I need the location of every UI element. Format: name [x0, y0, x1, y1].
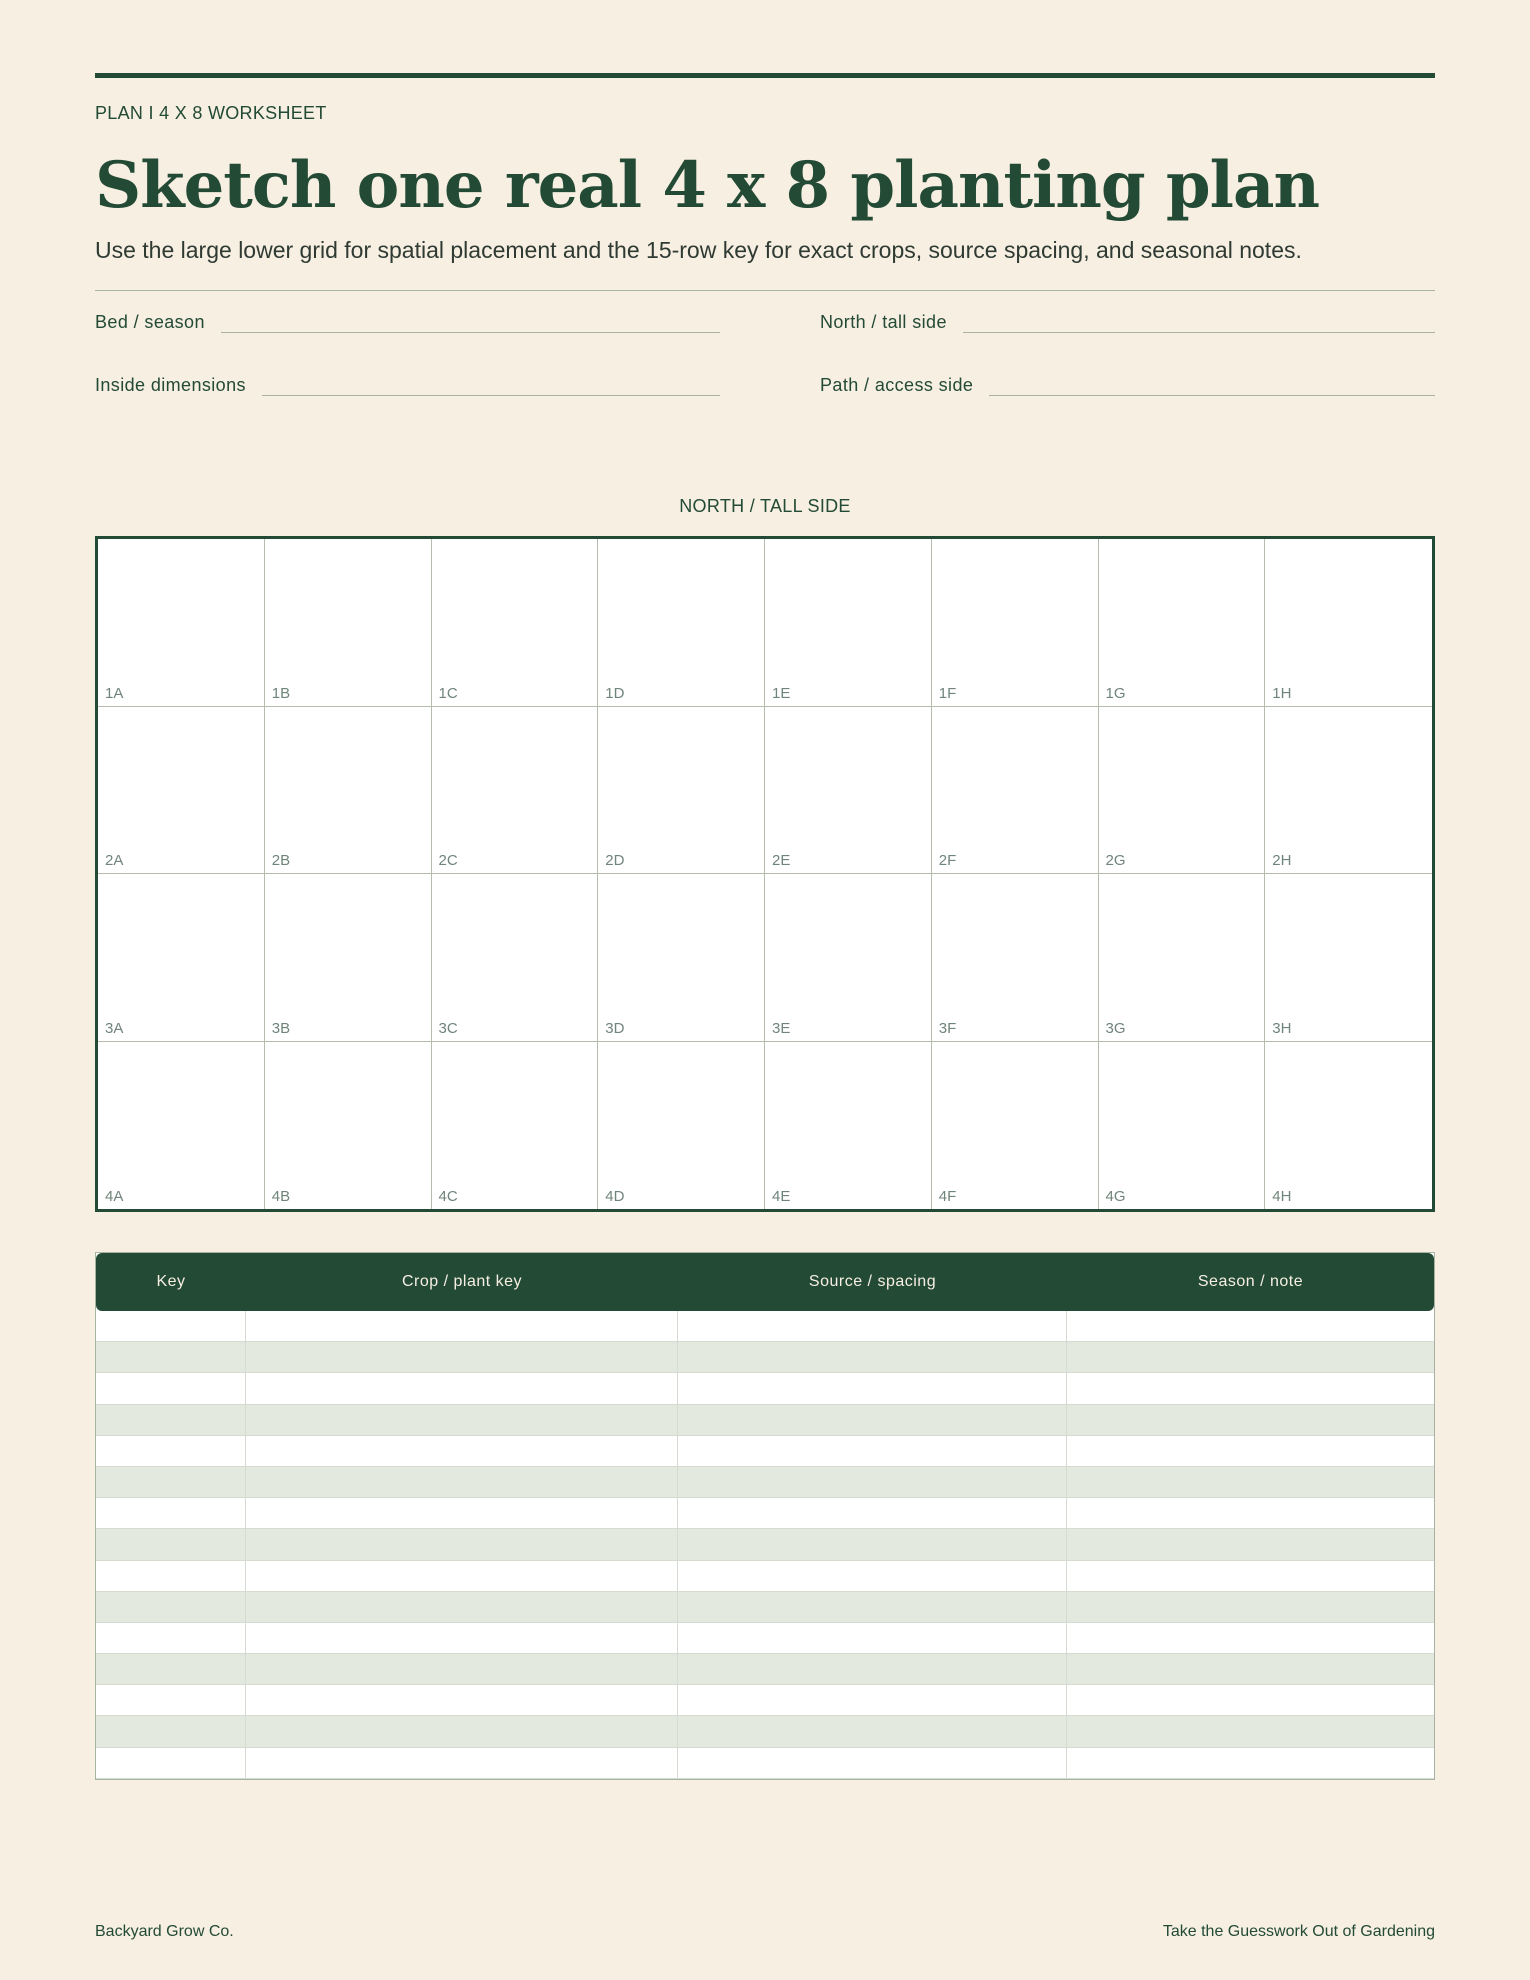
- inside-dimensions-line[interactable]: [262, 394, 720, 396]
- inside-dimensions-field[interactable]: [95, 374, 720, 396]
- grid-cell-label: 1B: [271, 684, 291, 702]
- table-cell[interactable]: [1067, 1623, 1434, 1654]
- table-cell[interactable]: [1067, 1405, 1434, 1436]
- table-header: [96, 1253, 1434, 1311]
- grid-cell-label: 1F: [938, 684, 957, 702]
- table-row: [96, 1592, 1434, 1623]
- table-cell[interactable]: [96, 1373, 246, 1404]
- table-row: [96, 1373, 1434, 1404]
- table-cell[interactable]: [678, 1373, 1067, 1404]
- bed-season-field[interactable]: [95, 311, 720, 333]
- table-row: [96, 1748, 1434, 1779]
- grid-cell[interactable]: [98, 1042, 265, 1210]
- grid-cell[interactable]: [932, 707, 1099, 875]
- grid-cell-label: 4F: [938, 1188, 957, 1205]
- table-cell[interactable]: [1067, 1716, 1434, 1747]
- grid-cell-label: 1C: [438, 684, 458, 702]
- grid-cell-label: 3G: [1105, 1019, 1126, 1037]
- grid-cell-label: 2H: [1272, 852, 1292, 869]
- table-cell[interactable]: [1067, 1529, 1434, 1560]
- table-cell[interactable]: [1067, 1373, 1434, 1404]
- grid-cell-label: 2A: [105, 852, 124, 869]
- grid-cell[interactable]: [765, 874, 932, 1042]
- table-cell[interactable]: [246, 1685, 678, 1716]
- grid-cell[interactable]: [265, 874, 432, 1042]
- grid-cell[interactable]: [98, 874, 265, 1042]
- table-cell[interactable]: [246, 1311, 678, 1342]
- table-cell[interactable]: [678, 1405, 1067, 1436]
- table-cell[interactable]: [678, 1467, 1067, 1498]
- table-cell[interactable]: [1067, 1436, 1434, 1467]
- grid-cell-label: 1D: [605, 684, 625, 702]
- table-cell[interactable]: [246, 1436, 678, 1467]
- grid-cell[interactable]: [432, 874, 599, 1042]
- grid-cell[interactable]: [1099, 874, 1266, 1042]
- grid-cell-label: 3F: [938, 1019, 957, 1037]
- table-cell[interactable]: [678, 1498, 1067, 1529]
- table-cell[interactable]: [678, 1685, 1067, 1716]
- footer-brand: Backyard Grow Co.: [95, 1923, 234, 1940]
- grid-cell-label: 4C: [438, 1188, 458, 1205]
- grid-cell[interactable]: [1099, 1042, 1266, 1210]
- grid-cell[interactable]: [432, 1042, 599, 1210]
- table-cell[interactable]: [1067, 1561, 1434, 1592]
- table-cell[interactable]: [96, 1685, 246, 1716]
- grid-cell[interactable]: [98, 707, 265, 875]
- grid-cell-label: 2F: [938, 852, 957, 869]
- grid-cell-label: 4G: [1105, 1188, 1126, 1205]
- grid-cell[interactable]: [765, 707, 932, 875]
- header-season-note: Season / note: [1197, 1273, 1304, 1290]
- grid-cell-label: 3H: [1272, 1019, 1292, 1037]
- grid-cell[interactable]: [598, 539, 765, 707]
- table-row: [96, 1436, 1434, 1467]
- grid-cell-label: 4D: [605, 1188, 625, 1205]
- table-cell[interactable]: [246, 1716, 678, 1747]
- path-access-side-label: Path / access side: [820, 375, 974, 395]
- header-key: Key: [156, 1273, 186, 1290]
- table-cell[interactable]: [1067, 1592, 1434, 1623]
- grid-cell-label: 2B: [271, 852, 291, 869]
- grid-cell-label: 2G: [1105, 852, 1126, 869]
- header-source-spacing: Source / spacing: [808, 1273, 937, 1290]
- grid-cell[interactable]: [765, 1042, 932, 1210]
- table-cell[interactable]: [96, 1748, 246, 1779]
- table-cell[interactable]: [246, 1498, 678, 1529]
- table-cell[interactable]: [1067, 1685, 1434, 1716]
- grid-cell-label: 3A: [105, 1019, 124, 1037]
- grid-cell-label: 3E: [772, 1019, 791, 1037]
- grid-cell-label: 4B: [271, 1188, 291, 1205]
- table-cell[interactable]: [678, 1436, 1067, 1467]
- table-row: [96, 1405, 1434, 1436]
- table-row: [96, 1685, 1434, 1716]
- table-cell[interactable]: [246, 1529, 678, 1560]
- table-cell[interactable]: [246, 1623, 678, 1654]
- north-orientation-label: NORTH / TALL SIDE: [679, 496, 851, 516]
- grid-cell-label: 4A: [105, 1188, 124, 1205]
- table-cell[interactable]: [678, 1654, 1067, 1685]
- grid-cell[interactable]: [265, 539, 432, 707]
- grid-cell[interactable]: [1099, 707, 1266, 875]
- table-cell[interactable]: [96, 1342, 246, 1373]
- grid-cell[interactable]: [932, 539, 1099, 707]
- grid-cell-label: 3C: [438, 1019, 458, 1037]
- table-cell[interactable]: [678, 1529, 1067, 1560]
- table-cell[interactable]: [1067, 1467, 1434, 1498]
- page-subtitle: Use the large lower grid for spatial placement and the 15-row key for exact crops, source spacing, and seasonal notes.: [95, 237, 1302, 263]
- table-cell[interactable]: [678, 1592, 1067, 1623]
- table-cell[interactable]: [96, 1654, 246, 1685]
- divider: [95, 290, 1435, 291]
- table-body: [96, 1311, 1434, 1779]
- crop-key-table: [95, 1252, 1435, 1780]
- table-row: [96, 1498, 1434, 1529]
- table-cell[interactable]: [96, 1467, 246, 1498]
- table-cell[interactable]: [678, 1716, 1067, 1747]
- inside-dimensions-label: Inside dimensions: [95, 375, 246, 395]
- table-cell[interactable]: [678, 1748, 1067, 1779]
- grid-cell[interactable]: [98, 539, 265, 707]
- north-tall-side-line[interactable]: [963, 331, 1435, 333]
- grid-cell[interactable]: [1265, 1042, 1432, 1210]
- planting-grid: [95, 536, 1435, 1212]
- table-cell[interactable]: [246, 1654, 678, 1685]
- table-cell[interactable]: [246, 1467, 678, 1498]
- table-row: [96, 1529, 1434, 1560]
- grid-cell[interactable]: [1265, 874, 1432, 1042]
- grid-cell[interactable]: [598, 707, 765, 875]
- table-row: [96, 1342, 1434, 1373]
- table-cell[interactable]: [678, 1623, 1067, 1654]
- grid-cell[interactable]: [432, 539, 599, 707]
- grid-cell-label: 2D: [605, 852, 625, 869]
- table-cell[interactable]: [678, 1342, 1067, 1373]
- grid-cell[interactable]: [432, 707, 599, 875]
- top-rule: [95, 73, 1435, 78]
- table-row: [96, 1623, 1434, 1654]
- grid-cell-label: 4E: [772, 1188, 791, 1205]
- table-cell[interactable]: [246, 1561, 678, 1592]
- grid-cell-label: 1G: [1105, 684, 1126, 702]
- grid-cell[interactable]: [265, 707, 432, 875]
- table-cell[interactable]: [1067, 1748, 1434, 1779]
- table-cell[interactable]: [96, 1498, 246, 1529]
- north-tall-side-label: North / tall side: [820, 312, 947, 332]
- table-cell[interactable]: [246, 1373, 678, 1404]
- table-row: [96, 1311, 1434, 1342]
- table-row: [96, 1467, 1434, 1498]
- page-title: Sketch one real 4 x 8 planting plan: [95, 148, 1319, 223]
- grid-cell-label: 1H: [1272, 684, 1292, 702]
- grid-cell-label: 2C: [438, 852, 458, 869]
- grid-cell-label: 3D: [605, 1019, 625, 1037]
- grid-cell[interactable]: [932, 1042, 1099, 1210]
- grid-cell[interactable]: [765, 539, 932, 707]
- header-crop: Crop / plant key: [401, 1273, 523, 1290]
- table-cell[interactable]: [246, 1342, 678, 1373]
- table-cell[interactable]: [96, 1561, 246, 1592]
- table-cell[interactable]: [246, 1405, 678, 1436]
- grid-cell[interactable]: [1265, 539, 1432, 707]
- table-cell[interactable]: [1067, 1654, 1434, 1685]
- grid-cell[interactable]: [265, 1042, 432, 1210]
- table-cell[interactable]: [678, 1311, 1067, 1342]
- table-cell[interactable]: [246, 1592, 678, 1623]
- table-row: [96, 1716, 1434, 1747]
- grid-cell-label: 4H: [1272, 1188, 1292, 1205]
- footer-tagline: Take the Guesswork Out of Gardening: [1162, 1923, 1435, 1940]
- table-cell[interactable]: [96, 1529, 246, 1560]
- table-cell[interactable]: [246, 1748, 678, 1779]
- grid-cell[interactable]: [598, 874, 765, 1042]
- grid-cell[interactable]: [598, 1042, 765, 1210]
- path-access-side-line[interactable]: [989, 394, 1435, 396]
- table-cell[interactable]: [678, 1561, 1067, 1592]
- table-cell[interactable]: [1067, 1498, 1434, 1529]
- table-cell[interactable]: [96, 1623, 246, 1654]
- path-access-side-field[interactable]: [820, 374, 1435, 396]
- table-cell[interactable]: [96, 1592, 246, 1623]
- grid-cell-label: 1A: [105, 684, 124, 702]
- table-cell[interactable]: [1067, 1311, 1434, 1342]
- table-cell[interactable]: [96, 1436, 246, 1467]
- grid-cell[interactable]: [1099, 539, 1266, 707]
- bed-season-line[interactable]: [221, 331, 720, 333]
- grid-cell-label: 3B: [271, 1019, 291, 1037]
- bed-season-label: Bed / season: [95, 312, 205, 332]
- grid-cell-label: 1E: [772, 684, 791, 702]
- north-tall-side-field[interactable]: [820, 311, 1435, 333]
- grid-cell[interactable]: [932, 874, 1099, 1042]
- table-cell[interactable]: [96, 1311, 246, 1342]
- table-cell[interactable]: [96, 1405, 246, 1436]
- table-cell[interactable]: [96, 1716, 246, 1747]
- worksheet-eyebrow: PLAN I 4 X 8 WORKSHEET: [95, 103, 327, 123]
- grid-cell-label: 2E: [772, 852, 791, 869]
- table-row: [96, 1654, 1434, 1685]
- grid-cell[interactable]: [1265, 707, 1432, 875]
- table-cell[interactable]: [1067, 1342, 1434, 1373]
- table-row: [96, 1561, 1434, 1592]
